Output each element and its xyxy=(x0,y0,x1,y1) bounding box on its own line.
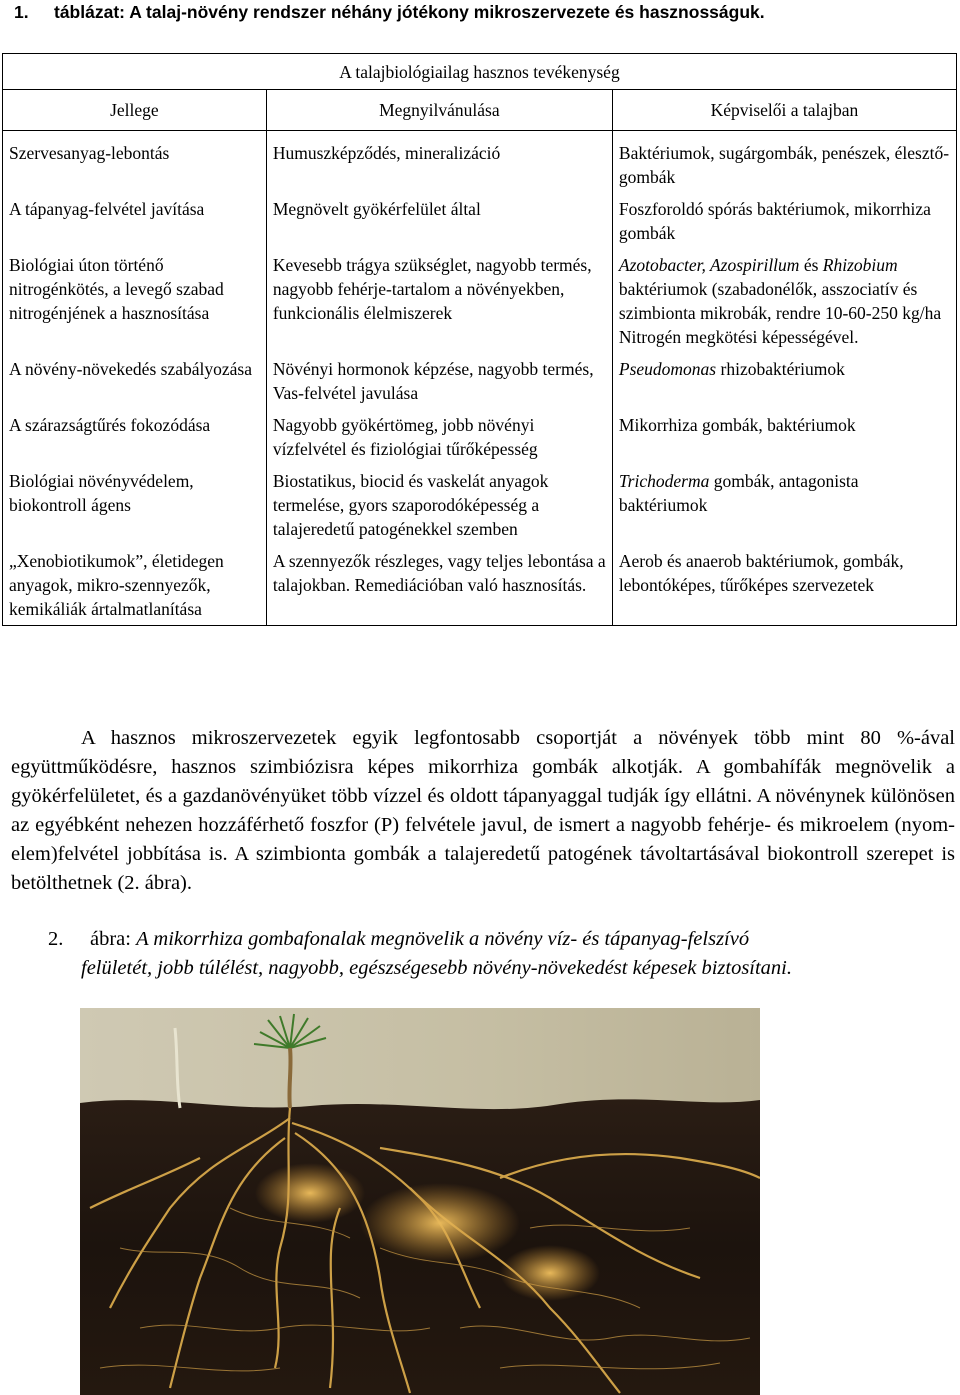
table-caption xyxy=(14,2,765,23)
microorganism-table xyxy=(2,53,957,626)
cell-kepviseloi: Mikorrhiza gombák, baktériumok xyxy=(612,409,956,465)
cell-jellege: A növény-növekedés szabályozása xyxy=(3,353,267,409)
cell-megnyilvanulasa: Biostatikus, biocid és vaskelát anyagok termelése, gyors szaporodóképesség a talajeredetű patogénekkel szemben xyxy=(266,465,612,545)
cell-jellege: „Xenobiotikumok”, életidegen anyagok, mikro-szennyezők, kemikáliák ártalmatlanítása xyxy=(3,545,267,626)
cell-jellege: Biológiai növényvédelem, biokontroll ágens xyxy=(3,465,267,545)
table-row xyxy=(3,409,957,465)
cell-kepviseloi xyxy=(612,249,956,353)
mycorrhiza-cluster xyxy=(500,1245,600,1301)
figure-caption xyxy=(48,925,955,983)
table-caption-number: 1. xyxy=(14,2,29,22)
cell-jellege: A tápanyag-felvétel javítása xyxy=(3,193,267,249)
cell-kepviseloi xyxy=(612,353,956,409)
cell-kepviseloi: Foszforoldó spórás baktériumok, mikorrhiza gombák xyxy=(612,193,956,249)
figure-label: ábra: xyxy=(90,928,137,950)
table-group-header: A talajbiológiailag hasznos tevékenység xyxy=(3,54,957,90)
cell-megnyilvanulasa: Kevesebb trágya szükséglet, nagyobb termés, nagyobb fehérje-tartalom a növényekben, funkcionális élelmiszerek xyxy=(266,249,612,353)
mycorrhiza-cluster xyxy=(360,1183,520,1263)
table-row xyxy=(3,465,957,545)
table-caption-text: táblázat: A talaj-növény rendszer néhány jótékony mikroszervezete és hasznosságuk. xyxy=(54,2,765,22)
cell-text: rhizobaktériumok xyxy=(716,359,845,379)
table-row xyxy=(3,545,957,626)
cell-megnyilvanulasa: Megnövelt gyökérfelület által xyxy=(266,193,612,249)
table-row xyxy=(3,249,957,353)
cell-text: gombák, antagonista baktériumok xyxy=(618,471,859,515)
column-header-megnyilvanulasa: Megnyilvánulása xyxy=(266,90,612,131)
taxon-name: Rhizobium xyxy=(822,255,898,275)
table-group-header-row xyxy=(3,54,957,90)
table-column-header-row xyxy=(3,90,957,131)
figure-caption-line-2: felületét, jobb túlélést, nagyobb, egészségesebb növény-növekedést képesek biztosítani. xyxy=(81,957,793,979)
cell-kepviseloi xyxy=(612,465,956,545)
mycorrhiza-photo xyxy=(80,1008,760,1395)
taxon-name: Pseudomonas xyxy=(618,359,717,379)
taxon-name: Azotobacter, Azospirillum xyxy=(618,255,800,275)
cell-text: baktériumok (szabadonélők, asszociatív és szimbionta mikrobák, rendre 10-60-250 kg/ha Nitrogén megkötési képességével. xyxy=(618,279,942,347)
figure-number: 2. xyxy=(48,928,64,950)
cell-megnyilvanulasa: Növényi hormonok képzése, nagyobb termés, Vas-felvétel javulása xyxy=(266,353,612,409)
cell-jellege: Biológiai úton történő nitrogénkötés, a levegő szabad nitrogénjének a hasznosítása xyxy=(3,249,267,353)
table-row xyxy=(3,353,957,409)
cell-jellege: A szárazságtűrés fokozódása xyxy=(3,409,267,465)
body-paragraph: A hasznos mikroszervezetek egyik legfontosabb csoportját a növények több mint 80 %-ával együttműködésre, hasznos szimbiózisra képes mikorrhiza gombák alkotják. A gombahífák megnövelik a gyökérfelületet, és a gazdanövényüket több vízzel és oldott tápanyaggal tudják így ellátni. A növénynek különösen az egyébként nehezen hozzáférhető foszfor (P) felvétele javul, de ismert a nagyobb fehérje- és mikroelem (nyom-elem)felvétel jobbítása is. A szimbionta gombák a talajeredetű patogének távoltartásával biokontroll szerepet is betölthetnek (2. ábra). xyxy=(11,727,955,894)
cell-megnyilvanulasa: A szennyezők részleges, vagy teljes lebontása a talajokban. Remediációban való hasznosítás. xyxy=(266,545,612,626)
cell-text: és xyxy=(799,255,823,275)
cell-kepviseloi: Baktériumok, sugárgombák, penészek, élesztő-gombák xyxy=(612,131,956,194)
column-header-jellege: Jellege xyxy=(3,90,267,131)
column-header-kepviseloi: Képviselői a talajban xyxy=(612,90,956,131)
seedling-stem xyxy=(289,1048,290,1108)
table-row xyxy=(3,131,957,194)
table-row xyxy=(3,193,957,249)
cell-megnyilvanulasa: Nagyobb gyökértömeg, jobb növényi vízfelvétel és fiziológiai tűrőképesség xyxy=(266,409,612,465)
taxon-name: Trichoderma xyxy=(618,471,710,491)
cell-kepviseloi: Aerob és anaerob baktériumok, gombák, lebontóképes, tűrőképes szervezetek xyxy=(612,545,956,626)
cell-megnyilvanulasa: Humuszképződés, mineralizáció xyxy=(266,131,612,194)
figure-caption-line-1: A mikorrhiza gombafonalak megnövelik a növény víz- és tápanyag-felszívó xyxy=(136,928,750,950)
cell-jellege: Szervesanyag-lebontás xyxy=(3,131,267,194)
mycorrhiza-cluster xyxy=(255,1163,365,1223)
